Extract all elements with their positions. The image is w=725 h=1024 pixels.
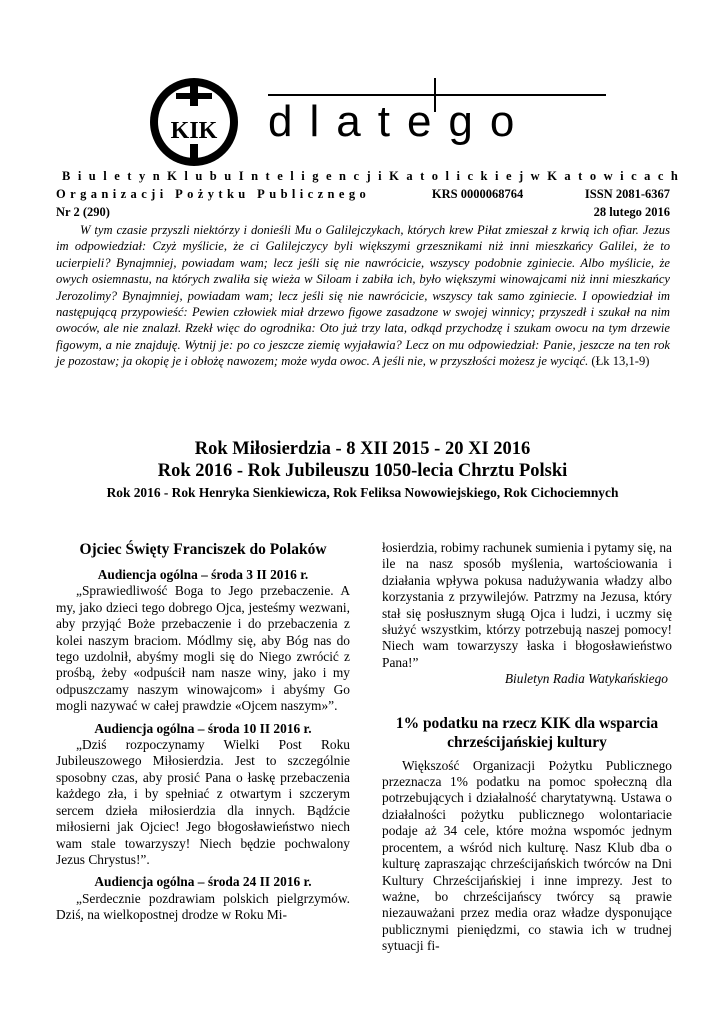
- patrons-year-title: Rok 2016 - Rok Henryka Sienkiewicza, Rok Feliksa Nowowiejskiego, Rok Cichociemnych: [106, 485, 619, 500]
- article1-title: Ojciec Święty Franciszek do Polaków: [79, 541, 327, 558]
- issue-date: 28 lutego 2016: [593, 205, 670, 219]
- organization-line: [56, 186, 670, 202]
- brand-title: dlatego: [268, 97, 532, 146]
- jubilee-year-title: Rok 2016 - Rok Jubileuszu 1050-lecia Chrztu Polski: [157, 461, 568, 481]
- header-word: Biuletyn: [62, 169, 168, 183]
- right-column: [382, 540, 672, 955]
- header-word: Katowicach: [547, 169, 686, 183]
- year-of-mercy-title: Rok Miłosierdzia - 8 XII 2015 - 20 XI 2016: [194, 439, 531, 459]
- gospel-quote: [56, 222, 670, 370]
- header-word: Klubu: [167, 169, 239, 183]
- article1-source: Biuletyn Radia Watykańskiego: [504, 671, 668, 687]
- krs-number: KRS 0000068764: [431, 187, 524, 201]
- audience-heading: Audiencja ogólna – środa 10 II 2016 r.: [94, 720, 312, 736]
- header-word: Katolickiej: [389, 169, 531, 183]
- kik-logo: [148, 76, 240, 168]
- org-status: Organizacji Pożytku Publicznego: [56, 187, 371, 201]
- bulletin-line: [62, 168, 686, 184]
- audience-text: „Sprawiedliwość Boga to Jego przebaczenie. A my, jako dzieci tego dobrego Ojca, jesteśmy wezwani, aby przyjąć Boże przebaczenie i do przebaczenia z kolei naszym braciom. Módlmy się, aby Bóg nas do tego uzdolnił, abyśmy mogli się do Niego zwrócić z prośbą, żeby «odpuścił nam nasze winy, jako i my odpuszczamy naszym winowajcom» i abyśmy Go mogli nazywać w całej prawdzie «Ojcem naszym»”.: [56, 583, 350, 714]
- article1-continuation: łosierdzia, robimy rachunek sumienia i pytamy się, na ile na nasz sposób myślenia, wartościowania i działania wpływa pokusa nadużywania władzy albo korzystania z przywilejów. Patrzmy na Jezusa, który stał się posłusznym sługą Ojca i ludzi, i uczmy się służyć wszystkim, którzy potrzebują naszej pomocy! Niech wam towarzyszy łaska i błogosławieństwo Pana!”: [382, 540, 672, 670]
- audience-text: „Dziś rozpoczynamy Wielki Post Roku Jubileuszowego Miłosierdzia. Jest to szczególnie sposobny czas, aby prosić Pana o łaskę przebaczenia każdego zła, i by spełniać z otwartym i szczerym sercem dzieła miłosierdzia dla innych. Bądźcie miłosierni jak Ojciec! Jego błogosławieństwo niech wam stale towarzyszy! Niech będzie pochwalony Jezus Chrystus!”.: [56, 737, 350, 867]
- brand-rule: [268, 94, 606, 96]
- quote-reference: (Łk 13,1-9): [591, 354, 650, 369]
- article2-title: 1% podatku na rzecz KIK dla wsparcia chrześcijańskiej kultury: [395, 714, 659, 751]
- issue-number: Nr 2 (290): [56, 205, 110, 219]
- left-column: [56, 540, 350, 924]
- header-word: Inteligencji: [238, 169, 390, 183]
- issue-line: [56, 204, 670, 220]
- audience-heading: Audiencja ogólna – środa 24 II 2016 r.: [94, 874, 312, 890]
- audience-text: „Serdecznie pozdrawiam polskich pielgrzymów. Dziś, na wielkopostnej drodze w Roku Mi-: [56, 890, 350, 923]
- article2-text: Większość Organizacji Pożytku Publicznego przeznacza 1% podatku na pomoc społeczną dla potrzebujących i działalność charytatywną. Ustawa o działalności pożytku publicznego wolontariacie podaje aż 34 cele, które można wspomóc jednym procentem, a wśród nich kulturę. Nasz Klub dba o kulturę zapraszając chrześcijańskich twórców na Dni Kultury Chrześcijańskiej i inne imprezy. Jest to ważne, bo chrześcijańscy twórcy są prawie niezauważani przez media oraz władze dysponujące publicznymi pieniędzmi, co stawia ich w trudnej sytuacji fi-: [382, 757, 672, 954]
- audience-heading: Audiencja ogólna – środa 3 II 2016 r.: [97, 567, 309, 582]
- quote-text: W tym czasie przyszli niektórzy i donieśli Mu o Galilejczykach, których krew Piłat zmieszał z krwią ich ofiar. Jezus im odpowiedział: Czyż myślicie, że ci Galilejczycy byli większymi grzesznikami niż inni mieszkańcy Galilei, że to ucierpieli? Bynajmniej, powiadam wam; lecz jeśli się nie nawrócicie, wszyscy podobnie zginiecie. Albo myślicie, że owych osiemnastu, na których zwaliła się wieża w Siloam i zabiła ich, było większymi winowajcami niż inni mieszkańcy Jerozolimy? Bynajmniej, powiadam wam; lecz jeśli się nie nawrócicie, wszyscy tak samo zginiecie. I opowiedział im następującą przypowieść: Pewien człowiek miał drzewo figowe zasadzone w swojej winnicy; przyszedł i szukał na nim owoców, ale nie znalazł. Rzekł więc do ogrodnika: Oto już trzy lata, odkąd przychodzę i szukam owocu na tym drzewie figowym, a nie znajduję. Wytnij je: po co jeszcze ziemię wyjaławia? Lecz on mu odpowiedział: Panie, jeszcze na ten rok je pozostaw; ja okopię je i obłożę nawozem; może wyda owoc. A jeśli nie, w przyszłości możesz je wyciąć.: [56, 223, 670, 369]
- logo-text: KIK: [170, 118, 218, 144]
- header-word: w: [530, 169, 548, 183]
- issn-number: ISSN 2081-6367: [584, 187, 670, 201]
